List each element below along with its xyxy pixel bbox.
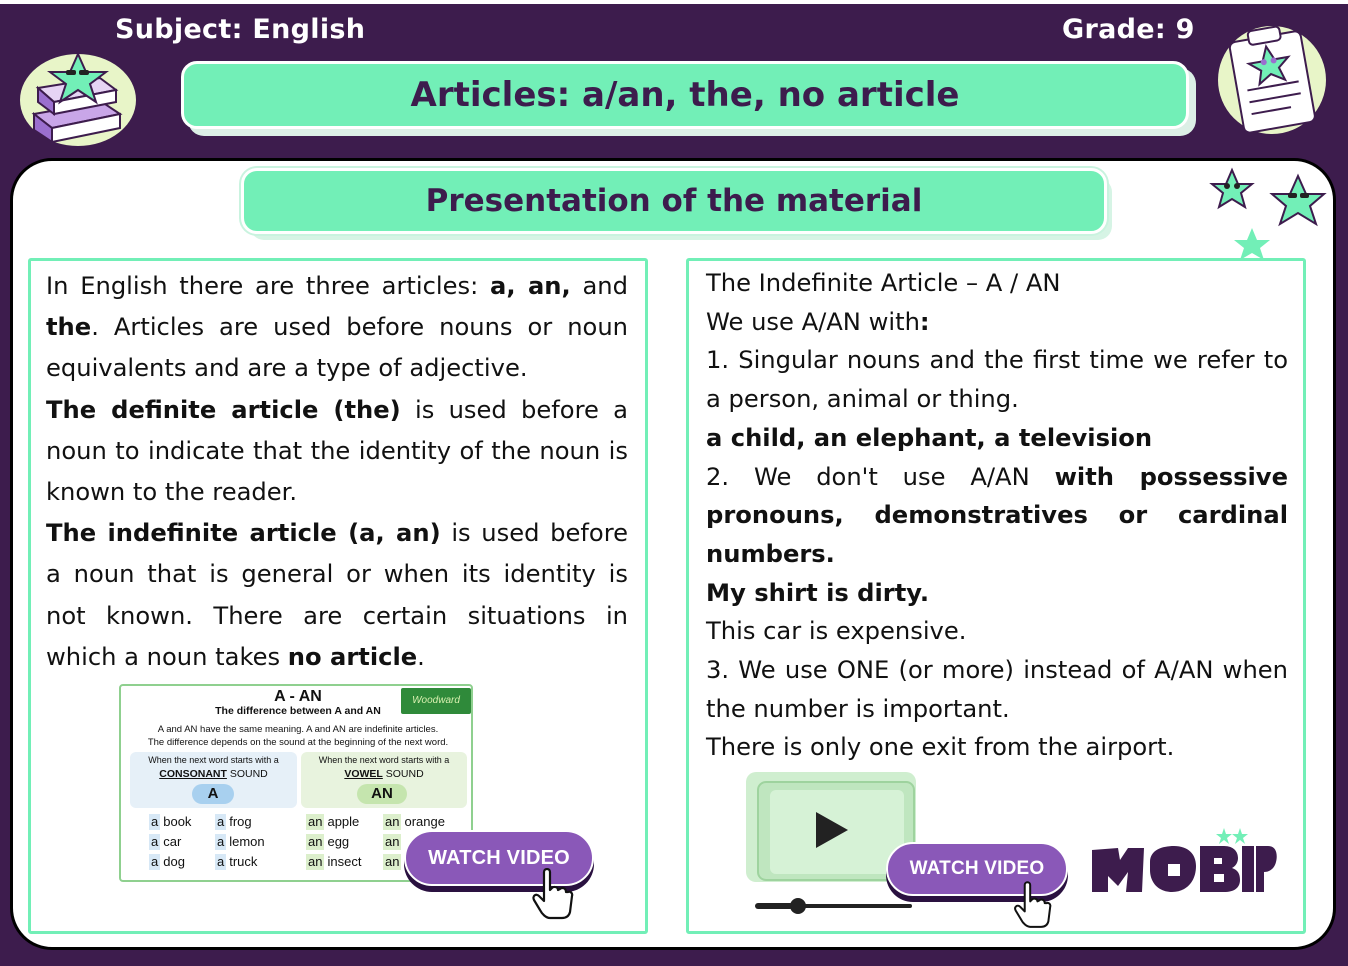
infographic-line-2: The difference depends on the sound at the beginning of the next word. [147,737,449,748]
example-word [383,814,445,830]
article-highlight: an [385,854,400,869]
column-sound [301,768,467,780]
noun-text: truck [229,854,258,869]
video-player-icon [740,768,920,918]
no-article-term: no article [287,642,418,671]
column-header: When the next word starts with a [318,755,450,765]
example-word [306,854,361,870]
indefinite-paragraph [46,513,628,678]
section-title: Presentation of the material [241,168,1107,234]
pointer-hand-icon [1012,880,1052,930]
right-text [706,264,1288,767]
article-highlight: an [385,834,400,849]
indefinite-heading: The Indefinite Article – A / AN [706,269,1061,297]
example-word [306,834,349,850]
example-word [383,854,404,870]
intro-paragraph [46,266,628,390]
sound-label: SOUND [226,768,268,780]
infographic-title: A - AN [274,688,322,705]
infographic-subtitle: The difference between A and AN [215,705,381,717]
indefinite-article-term: The indefinite article (a, an) [46,519,441,548]
example-word [383,834,404,850]
example-word [149,854,185,870]
consonant-column [130,752,297,808]
noun-text: apple [327,814,360,829]
text-span: . Articles are used before nouns or noun equivalents and are a type of adjective. [46,313,628,383]
definite-article-term: The definite article (the) [46,395,401,424]
text-span: . [417,642,425,671]
article-highlight: an [308,834,323,849]
colon: : [919,307,930,336]
noun-text: lemon [229,834,265,849]
example-word [306,814,359,830]
rule-3: 3. We use ONE (or more) instead of A/AN when the number is important. [706,656,1288,723]
example-1: a child, an elephant, a television [706,423,1153,452]
text-span: 2. We don't use A/AN [706,462,1055,491]
text-span: is used before a noun to indicate that the identity of the noun is known to the reader. [46,395,628,507]
noun-text: book [163,814,192,829]
example-word [215,814,252,830]
article-highlight: a [217,834,225,849]
rule-1: 1. Singular nouns and the first time we refer to a person, animal or thing. [706,346,1288,414]
sound-label: SOUND [382,768,424,780]
consonant-label: CONSONANT [159,768,227,780]
bold-articles: a, an, [490,272,571,300]
a-pill: A [192,784,234,804]
article-highlight: an [308,814,323,829]
noun-text: frog [229,814,252,829]
text-span: and [570,272,628,300]
noun-text: insect [327,854,362,869]
use-intro [706,303,1288,342]
column-sound [130,768,297,780]
definite-paragraph [46,390,628,514]
noun-text: egg [327,834,350,849]
noun-text: orange [404,814,445,829]
infographic-line-1: A and AN have the same meaning. A and AN are indefinite articles. [157,724,439,735]
subject-label: Subject: English [115,14,366,45]
noun-text: car [163,834,182,849]
example-3: This car is expensive. [706,617,967,646]
example-word [215,854,257,870]
top-strip [0,0,1348,4]
watch-video-button-2[interactable]: WATCH VIDEO [886,842,1068,896]
bold-the: the [46,313,92,342]
example-4: There is only one exit from the airport. [706,733,1175,762]
vowel-label: VOWEL [344,768,383,780]
article-highlight: an [308,854,323,869]
lesson-title: Articles: a/an, the, no article [181,61,1189,129]
text-span: We use A/AN with [706,307,920,336]
grade-label: Grade: 9 [1062,14,1195,45]
example-word [215,834,265,850]
text-span: is used before a noun that is general or when its identity is not known. There are certain situations in which a noun takes [46,519,628,671]
watch-video-button-1[interactable]: WATCH VIDEO [404,830,594,886]
example-word [149,834,181,850]
brand-logo-icon [1088,826,1278,898]
text-span: In English there are three articles: [46,272,490,300]
pointer-hand-icon [530,868,574,920]
example-word [149,814,191,830]
example-2: My shirt is dirty. [706,578,930,607]
article-highlight: a [217,854,225,869]
vowel-column [301,752,467,808]
rule-2-bold: with possessive pronouns, demonstratives or cardinal numbers. [706,462,1288,568]
article-highlight: a [151,814,159,829]
article-highlight: a [151,854,159,869]
article-highlight: a [217,814,225,829]
stars-decoration-icon [1200,164,1332,260]
clipboard-star-icon [1216,20,1328,136]
rule-2 [706,458,1288,574]
woodward-logo: Woodward [401,688,471,714]
books-star-icon [16,44,138,148]
article-highlight: an [385,814,400,829]
noun-text: dog [163,854,185,869]
article-highlight: a [151,834,159,849]
column-header: When the next word starts with a [148,755,279,765]
an-pill: AN [357,784,407,804]
left-text [46,266,628,678]
